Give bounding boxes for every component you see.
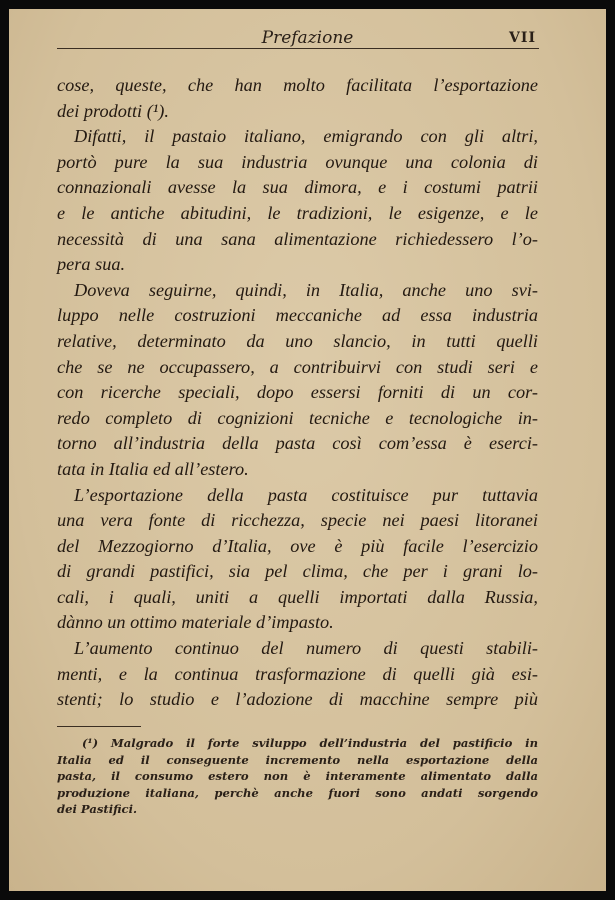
- text-line: di grandi pastifici, sia pel clima, che per i grani lo-: [57, 561, 538, 582]
- text-line: luppo nelle costruzioni meccaniche ad essa industria: [57, 305, 538, 326]
- footnote-line: dei Pastifici.: [57, 802, 138, 817]
- text-line: cose, queste, che han molto facilitata l’esportazione: [57, 75, 538, 95]
- text-line: Doveva seguirne, quindi, in Italia, anche uno svi-: [74, 279, 538, 300]
- text-line: relative, determinato da uno slancio, in tutti quelli: [57, 330, 538, 351]
- footnote-line: pasta, il consumo estero non è interamente alimentato dalla: [57, 769, 538, 784]
- text-line: necessità di una sana alimentazione richiedessero l’o-: [57, 228, 538, 249]
- text-line: pera sua.: [57, 254, 126, 275]
- text-line: redo completo di cognizioni tecniche e tecnologiche in-: [57, 407, 538, 428]
- text-line: tata in Italia ed all’estero.: [57, 458, 249, 479]
- footnote-separator: [57, 726, 141, 727]
- text-line: del Mezzogiorno d’Italia, ove è più facile l’esercizio: [57, 535, 538, 556]
- text-line: L’aumento continuo del numero di questi stabili-: [74, 638, 538, 659]
- text-line: connazionali avesse la sua dimora, e i costumi patrii: [57, 177, 538, 198]
- text-line: che se ne occupassero, a contribuirvi con studi seri e: [57, 356, 538, 377]
- text-line: portò pure la sua industria ovunque una colonia di: [57, 151, 538, 172]
- book-page: [9, 9, 606, 891]
- text-line: dànno un ottimo materiale d’impasto.: [57, 612, 334, 633]
- text-line: e le antiche abitudini, le tradizioni, le esigenze, e le: [57, 202, 538, 223]
- footnote-line: produzione italiana, perchè anche fuori sono andati sorgendo: [57, 785, 538, 800]
- header-rule: [57, 48, 539, 49]
- text-line: Difatti, il pastaio italiano, emigrando con gli altri,: [74, 126, 538, 147]
- footnote-line: Italia ed il conseguente incremento nella esportazione della: [57, 752, 538, 767]
- text-line: L’esportazione della pasta costituisce pur tuttavia: [74, 484, 538, 505]
- text-line: dei prodotti (¹).: [57, 100, 169, 121]
- header-title: Prefazione: [261, 28, 354, 48]
- text-line: stenti; lo studio e l’adozione di macchine sempre più: [57, 689, 538, 710]
- text-line: una vera fonte di ricchezza, specie nei paesi litoranei: [57, 510, 538, 531]
- text-line: cali, i quali, uniti a quelli importati dalla Russia,: [57, 586, 538, 607]
- text-line: torno all’industria della pasta così com’essa è eserci-: [57, 433, 538, 454]
- text-line: con ricerche speciali, dopo essersi forniti di un cor-: [57, 382, 538, 403]
- page-number: VII: [509, 30, 536, 46]
- footnote-line: (¹) Malgrado il forte sviluppo dell’industria del pastificio in: [82, 736, 538, 750]
- body-text: [57, 73, 538, 713]
- text-line: menti, e la continua trasformazione di quelli già esi-: [57, 663, 538, 684]
- footnote: [57, 735, 538, 818]
